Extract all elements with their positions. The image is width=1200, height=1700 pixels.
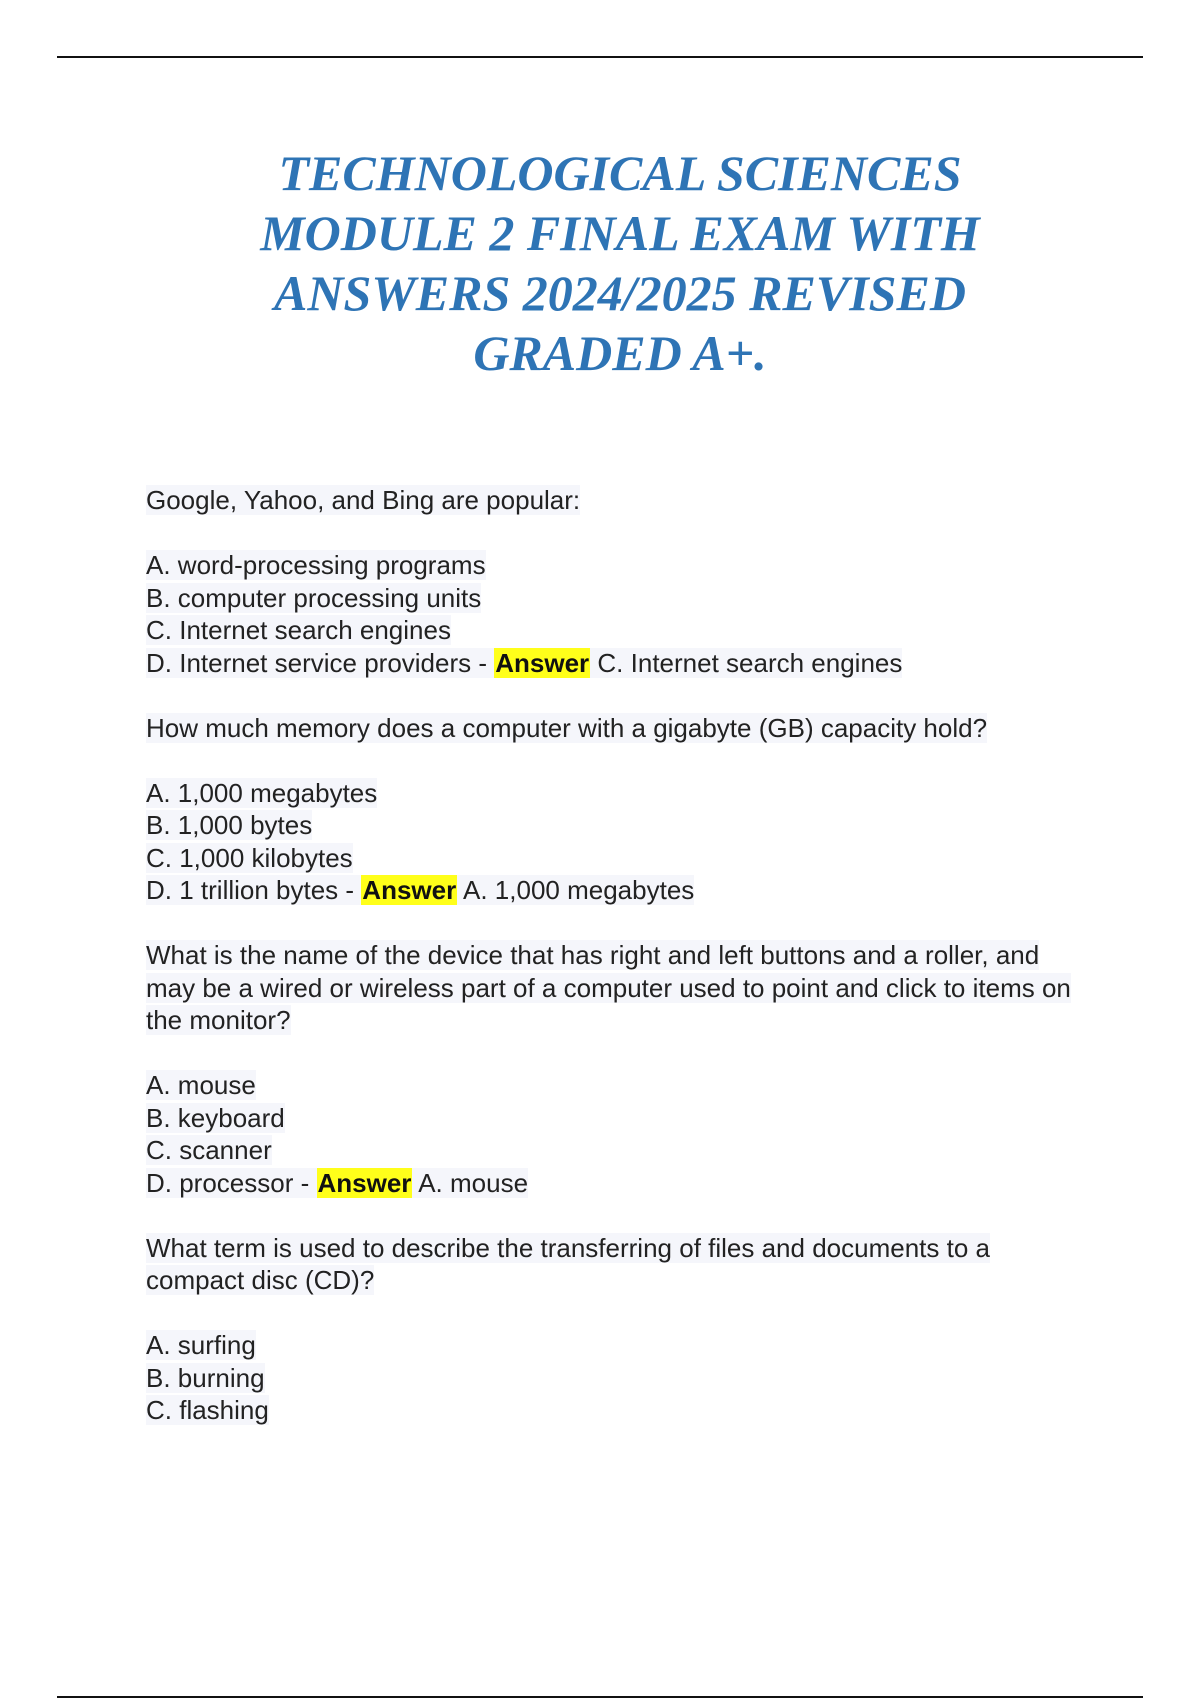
question-text: How much memory does a computer with a gigabyte (GB) capacity hold? bbox=[146, 712, 988, 743]
option-c: C. 1,000 kilobytes bbox=[146, 842, 353, 873]
option-b: B. burning bbox=[146, 1362, 265, 1393]
option-a: A. mouse bbox=[146, 1070, 256, 1100]
option-b: B. computer processing units bbox=[146, 582, 482, 613]
answer-label: Answer bbox=[317, 1167, 412, 1198]
option-d: D. Internet service providers bbox=[146, 647, 472, 678]
question-block bbox=[146, 1232, 1086, 1297]
question-block bbox=[146, 712, 1086, 745]
options-block bbox=[146, 1069, 1086, 1199]
question-block bbox=[146, 939, 1086, 1037]
answer-text: C. Internet search engines bbox=[597, 647, 903, 678]
question-block bbox=[146, 484, 1086, 517]
option-c: C. scanner bbox=[146, 1135, 272, 1165]
question-list bbox=[146, 484, 1086, 1459]
answer-label: Answer bbox=[362, 875, 457, 905]
option-c: C. flashing bbox=[146, 1395, 269, 1425]
document-title: TECHNOLOGICAL SCIENCES MODULE 2 FINAL EXAM WITH ANSWERS 2024/2025 REVISED GRADED A+. bbox=[260, 145, 980, 381]
answer-label: Answer bbox=[495, 647, 590, 678]
option-b: B. keyboard bbox=[146, 1102, 285, 1133]
option-a: A. 1,000 megabytes bbox=[146, 777, 378, 808]
option-a: A. word-processing programs bbox=[146, 550, 486, 580]
options-block bbox=[146, 1329, 1086, 1427]
option-b: B. 1,000 bytes bbox=[146, 810, 313, 840]
options-block bbox=[146, 549, 1086, 679]
answer-separator: - bbox=[471, 647, 495, 678]
option-d: D. 1 trillion bytes bbox=[146, 875, 339, 905]
options-block bbox=[146, 777, 1086, 907]
answer-separator: - bbox=[338, 875, 362, 905]
option-a: A. surfing bbox=[146, 1330, 256, 1360]
option-c: C. Internet search engines bbox=[146, 615, 451, 645]
question-text: Google, Yahoo, and Bing are popular: bbox=[146, 485, 581, 515]
top-rule bbox=[57, 56, 1143, 58]
answer-separator: - bbox=[293, 1167, 317, 1198]
answer-text: A. 1,000 megabytes bbox=[463, 875, 695, 905]
question-text: What term is used to describe the transferring of files and documents to a compact disc (CD)? bbox=[146, 1232, 990, 1295]
option-d: D. processor bbox=[146, 1167, 294, 1198]
answer-text: A. mouse bbox=[418, 1167, 529, 1198]
bottom-rule bbox=[57, 1696, 1143, 1698]
question-text: What is the name of the device that has right and left buttons and a roller, and may be a wired or wireless part of a computer used to point and click to items on the monitor? bbox=[146, 940, 1071, 1035]
